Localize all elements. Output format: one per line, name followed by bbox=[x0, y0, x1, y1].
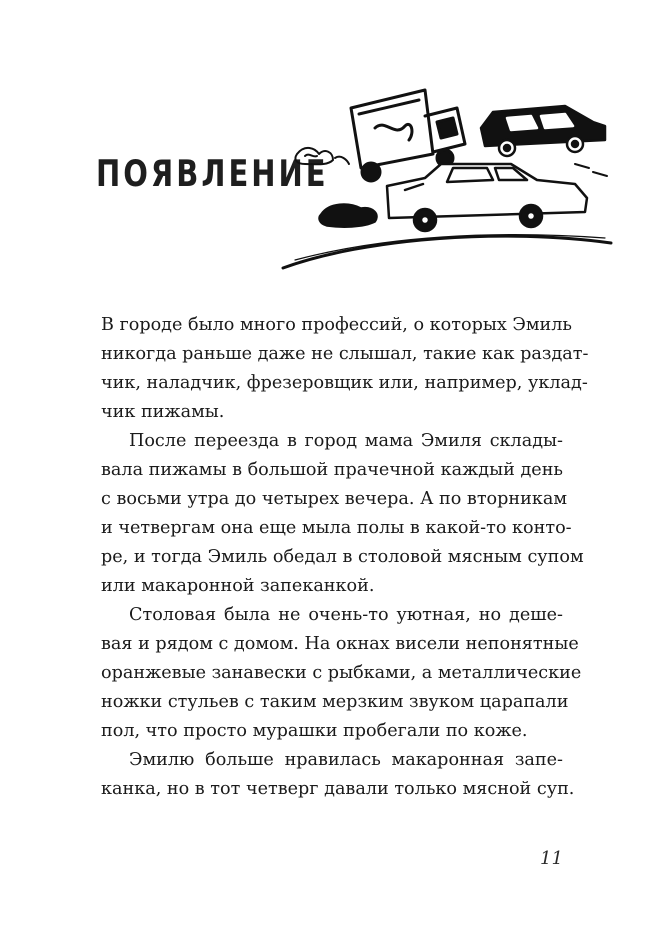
text-line: В городе было много профессий, о которых Эмиль bbox=[101, 315, 573, 335]
white-car bbox=[387, 164, 587, 231]
text-line: чик пижамы. bbox=[101, 402, 225, 422]
text-line: канка, но в тот четверг давали только мясной суп. bbox=[101, 779, 575, 799]
text-line: и четвергам она еще мыла полы в какой-то конто- bbox=[101, 518, 572, 538]
text-line: ре, и тогда Эмиль обедал в столовой мясным супом bbox=[101, 547, 584, 567]
traffic-illustration bbox=[275, 68, 615, 273]
exhaust-smoke-top bbox=[295, 148, 349, 164]
text-line: вая и рядом с домом. На окнах висели непонятные bbox=[101, 634, 579, 654]
page-number: 11 bbox=[540, 848, 563, 869]
body-text bbox=[101, 311, 589, 804]
text-line: чик, наладчик, фрезеровщик или, например, уклад- bbox=[101, 373, 588, 393]
text-line: оранжевые занавески с рыбками, а металлические bbox=[101, 663, 582, 683]
text-line: или макаронной запеканкой. bbox=[101, 576, 375, 596]
text-line: После переезда в город мама Эмиля склады- bbox=[129, 431, 563, 451]
text-line: вала пижамы в большой прачечной каждый день bbox=[101, 460, 563, 480]
chapter-title: ПОЯВЛЕНИЕ bbox=[96, 152, 329, 195]
dark-car bbox=[481, 106, 605, 156]
text-line: никогда раньше даже не слышал, такие как раздат- bbox=[101, 344, 589, 364]
exhaust-smoke-bottom bbox=[319, 204, 377, 227]
text-line: ножки стульев с таким мерзким звуком царапали bbox=[101, 692, 569, 712]
text-line: Эмилю больше нравилась макаронная запе- bbox=[129, 750, 563, 770]
text-line: с восьми утра до четырех вечера. А по вторникам bbox=[101, 489, 568, 509]
text-line: пол, что просто мурашки пробегали по коже. bbox=[101, 721, 528, 741]
text-line: Столовая была не очень-то уютная, но деше- bbox=[129, 605, 563, 625]
road-arc bbox=[283, 236, 611, 268]
